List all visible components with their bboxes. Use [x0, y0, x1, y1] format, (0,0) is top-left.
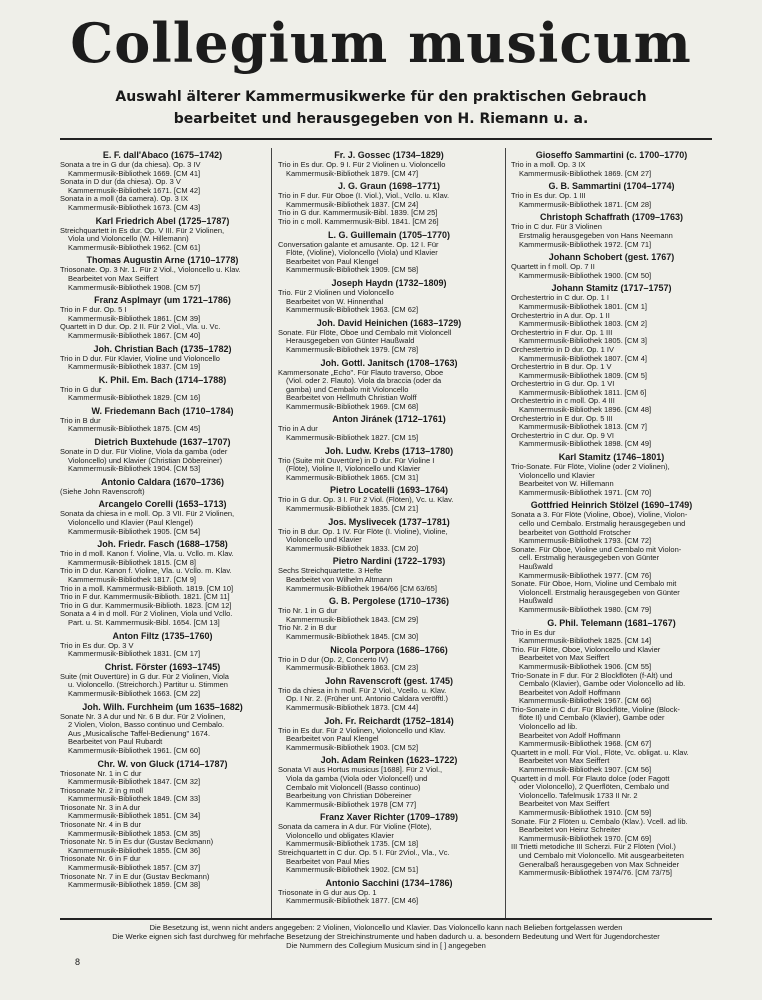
work-line: Kammermusik-Bibliothek 1909. [CM 58]	[286, 266, 419, 275]
composer-heading: Arcangelo Corelli (1653–1713)	[98, 499, 227, 510]
work-line: Kammermusik-Bibliothek 1979. [CM 78]	[286, 345, 419, 354]
composer-heading: W. Friedemann Bach (1710–1784)	[91, 405, 234, 416]
work-line: Sonate. Für Oboe, Horn, Violine und Cembalo mit	[511, 580, 677, 589]
composer-heading: Chr. W. von Gluck (1714–1787)	[97, 758, 228, 769]
work-line: Kammermusik-Bibliothek 1831. [CM 17]	[68, 650, 201, 659]
composer-heading: L. G. Guillemain (1705–1770)	[327, 229, 451, 240]
work-line: Viola da gamba (Viola oder Violoncell) und	[286, 774, 428, 783]
composer-heading: G. B. Pergolese (1710–1736)	[328, 596, 450, 607]
work-line: Trio in D dur (Op. 2, Concerto IV)	[278, 655, 389, 664]
work-line: Bearbeitet von Paul Klengel	[286, 257, 379, 266]
work-line: Orchestertrio in A dur. Op. 1 II	[511, 311, 610, 320]
work-line: Trio in F dur. Kammermusik-Biblioth. 1821. [CM 11]	[60, 593, 230, 602]
work-line: Trio-Sonate in F dur. Für 2 Blockflöten (f-Alt) und	[511, 671, 673, 680]
catalog-column-2	[278, 150, 500, 906]
work-line: Kammermusik-Bibliothek 1803. [CM 2]	[519, 320, 647, 329]
footer-note-1: Die Besetzung ist, wenn nicht anders angegeben: 2 Violinen, Violoncello und Klavier. Das Violoncello kann nach Belieben fortgelassen werden	[149, 923, 623, 932]
work-line: III Trietti metodiche III Scherzi. Für 2 Flöten (Viol.)	[511, 843, 676, 852]
work-line: Trio. Für Flöte, Oboe, Violoncello und Klavier	[511, 645, 661, 654]
work-line: Kammermusik-Bibliothek 1825. [CM 14]	[519, 637, 652, 646]
work-line: Triosonate Nr. 6 in F dur	[60, 855, 141, 864]
work-line: oder Violoncello), 2 Querflöten, Cembalo und	[519, 783, 669, 792]
work-line: (Siehe John Ravenscroft)	[60, 487, 145, 496]
work-line: Kammermusik-Bibliothek 1793. [CM 72]	[519, 537, 652, 546]
work-line: Haußwald	[519, 562, 553, 571]
work-line: Quartett in d moll. Für Flauto dolce (oder Fagott	[511, 774, 670, 783]
work-line: Quartett in e moll. Für Viol., Flöte, Vc. obligat. u. Klav.	[511, 748, 689, 757]
composer-heading: John Ravenscroft (gest. 1745)	[324, 675, 454, 686]
work-line: Violoncello ad lib.	[519, 723, 578, 732]
work-line: Kammermusik-Bibliothek 1827. [CM 15]	[286, 434, 419, 443]
composer-heading: Nicola Porpora (1686–1766)	[330, 644, 448, 655]
work-line: Haußwald	[519, 597, 553, 606]
work-line: Kammermusik-Bibliothek 1974/76. [CM 73/75]	[519, 869, 672, 878]
work-line: Kammermusik-Bibliothek 1855. [CM 36]	[68, 846, 201, 855]
work-line: Sonata in D dur (da chiesa). Op. 3 V	[60, 178, 181, 187]
composer-heading: Joh. Gottl. Janitsch (1708–1763)	[320, 357, 458, 368]
work-line: Kammermusik-Bibliothek 1977. [CM 76]	[519, 571, 652, 580]
composer-heading: E. F. dall'Abaco (1675–1742)	[102, 150, 223, 160]
footer-rule	[60, 918, 712, 920]
work-line: Kammermusik-Bibliothek 1903. [CM 52]	[286, 743, 419, 752]
work-line: Kammermusik-Bibliothek 1809. [CM 5]	[519, 371, 647, 380]
work-line: Cembalo (Klavier), Gambe oder Violoncello ad lib.	[519, 680, 686, 689]
composer-heading: Christ. Förster (1693–1745)	[104, 661, 221, 672]
work-line: Bearbeitet von Paul Mies	[286, 857, 370, 866]
work-line: Kammermusik-Bibliothek 1829. [CM 16]	[68, 394, 201, 403]
work-line: Kammermusik-Bibliothek 1817. [CM 9]	[68, 576, 196, 584]
composer-heading: Jos. Myslivecek (1737–1781)	[328, 516, 450, 527]
page-title: Collegium musicum	[70, 11, 692, 75]
work-line: Erstmalig herausgegeben von Hans Neemann	[519, 231, 673, 240]
work-line: Kammermusik-Bibliothek 1807. [CM 4]	[519, 354, 647, 363]
work-line: Kammermusik-Bibliothek 1835. [CM 21]	[286, 505, 419, 514]
work-line: Kammermusik-Bibliothek 1867. [CM 40]	[68, 331, 201, 340]
page-number: 8	[75, 957, 81, 967]
composer-heading: Franz Xaver Richter (1709–1789)	[319, 812, 459, 823]
work-line: Sonata a tre in G dur (da chiesa). Op. 3 IV	[60, 161, 201, 169]
work-line: Triosonate Nr. 4 in B dur	[60, 821, 142, 830]
composer-heading: K. Phil. Em. Bach (1714–1788)	[98, 374, 227, 385]
composer-heading: G. Phil. Telemann (1681–1767)	[547, 617, 676, 628]
work-line: Trio Nr. 2 in B dur	[278, 624, 337, 633]
work-line: Bearbeitet von Hellmuth Christian Wolff	[286, 394, 417, 403]
work-line: Kammermusik-Bibliothek 1853. [CM 35]	[68, 829, 201, 838]
work-line: Bearbeitet von Max Seiffert	[519, 654, 610, 663]
composer-heading: Pietro Locatelli (1693–1764)	[329, 485, 449, 496]
work-line: flöte II) und Cembalo (Klavier), Gambe oder	[519, 714, 665, 723]
work-line: Orchestertrio in C dur. Op. 9 VI	[511, 431, 614, 440]
work-line: Kammermusik-Bibliothek 1972. [CM 71]	[519, 240, 652, 249]
work-line: Kammermusik-Bibliothek 1968. [CM 67]	[519, 740, 652, 749]
work-line: Kammermusik-Bibliothek 1811. [CM 6]	[519, 388, 647, 397]
work-line: Herausgegeben von Günter Haußwald	[286, 337, 415, 346]
composer-heading: Johann Stamitz (1717–1757)	[551, 283, 672, 294]
work-line: Orchestertrio in B dur. Op. 1 V	[511, 363, 612, 372]
work-line: Orchestertrio in c moll. Op. 4 III	[511, 397, 615, 406]
work-line: Quartett in f moll. Op. 7 II	[511, 263, 595, 272]
work-line: Trio in Es dur. Op. 3 V	[60, 641, 134, 650]
work-line: Bearbeitet von W. Hillemann	[519, 480, 614, 489]
work-line: Violoncello und obligates Klavier	[286, 831, 394, 840]
work-line: Trio in F dur. Op. 5 I	[60, 306, 127, 315]
catalog-column-1	[60, 150, 265, 890]
work-line: Trio in G dur. Kammermusik-Biblioth. 1823. [CM 12]	[60, 601, 232, 610]
column-divider-2	[505, 148, 506, 918]
work-line: Sonate in D dur. Für Violine, Viola da gamba (oder	[60, 448, 228, 457]
work-line: Trio-Sonate in C dur. Für Blockflöte, Violine (Block-	[511, 705, 680, 714]
work-line: Kammermusik-Bibliothek 1859. [CM 38]	[68, 881, 201, 890]
work-line: bearbeitet von Gotthold Frotscher	[519, 528, 631, 537]
work-line: Kammermusik-Bibliothek 1813. [CM 7]	[519, 423, 647, 432]
catalog-column-3	[511, 150, 712, 878]
work-line: Streichquartett in Es dur. Op. V III. Für 2 Violinen,	[60, 226, 225, 235]
work-line: Kammermusik-Bibliothek 1961. [CM 60]	[68, 746, 201, 755]
work-line: Orchestertrio in E dur. Op. 5 III	[511, 414, 613, 423]
work-line: Trio in A dur	[278, 425, 318, 434]
work-line: Quartett in D dur. Op. 2 II. Für 2 Viol., Vla. u. Vc.	[60, 323, 221, 332]
work-line: Bearbeitet von Adolf Hoffmann	[519, 731, 621, 740]
work-line: u. Violoncello. (Streichorch.) Partitur u. Stimmen	[68, 681, 228, 690]
composer-heading: Fr. J. Gossec (1734–1829)	[334, 150, 444, 160]
work-line: Kammermusik-Bibliothek 1861. [CM 39]	[68, 314, 201, 323]
work-line: Kammermusik-Bibliothek 1969. [CM 68]	[286, 402, 419, 411]
work-line: Trio in F dur. Für Oboe (I. Viol.), Viol., Vcllo. u. Klav.	[278, 192, 450, 201]
work-line: Sonate. Für Flöte, Oboe und Cembalo mit Violoncell	[278, 328, 452, 337]
composer-heading: Dietrich Buxtehude (1637–1707)	[94, 437, 231, 448]
work-line: cello und Cembalo. Erstmalig herausgegeben und	[519, 520, 686, 528]
work-line: Trio in B dur	[60, 416, 101, 425]
work-line: Sonate. Für 2 Flöten u. Cembalo (Klav.). Vcell. ad lib.	[511, 817, 688, 826]
work-line: Trio in G dur. Op. 3 I. Für 2 Viol. (Flöten), Vc. u. Klav.	[278, 496, 454, 505]
work-line: Kammermusik-Bibliothek 1964/66 [CM 63/65]	[286, 584, 437, 593]
work-line: Kammermusik-Bibliothek 1863. [CM 23]	[286, 664, 419, 673]
work-line: Trio in Es dur. Op. 1 III	[511, 192, 586, 201]
work-line: Trio in D dur. Kanon f. Violine, Vla. u. Vcllo. m. Klav.	[60, 567, 232, 576]
composer-heading: G. B. Sammartini (1704–1774)	[548, 181, 675, 192]
work-line: Trio in Es dur	[511, 628, 556, 637]
work-line: Sonata da camera in A dur. Für Violine (Flöte),	[278, 823, 432, 832]
column-divider-1	[271, 148, 272, 918]
work-line: Trio in a moll. Op. 3 IX	[511, 161, 586, 169]
work-line: Kammersonate „Echo". Für Flauto traverso, Oboe	[278, 368, 444, 377]
work-line: cell. Erstmalig herausgegeben von Günter	[519, 554, 660, 563]
work-line: Kammermusik-Bibliothek 1904. [CM 53]	[68, 465, 201, 474]
composer-heading: Johann Schobert (gest. 1767)	[548, 252, 675, 263]
composer-heading: Joh. Wilh. Furchheim (um 1635–1682)	[82, 701, 243, 712]
work-line: Trio (Suite mit Ouvertüre) in D dur. Für Violine I	[278, 456, 435, 465]
work-line: Kammermusik-Bibliothek 1673. [CM 43]	[68, 203, 201, 212]
subtitle-line-1: Auswahl älterer Kammermusikwerke für den praktischen Gebrauch	[115, 89, 647, 105]
work-line: Kammermusik-Bibliothek 1910. [CM 59]	[519, 809, 652, 817]
work-line: Bearbeitet von Wilhelm Altmann	[286, 576, 393, 584]
work-line: Trio in G dur	[60, 385, 102, 394]
work-line: Trio in Es dur. Op. 9 I. Für 2 Violinen u. Violoncello	[278, 161, 446, 169]
work-line: Kammermusik-Bibliothek 1879. [CM 47]	[286, 169, 419, 178]
work-line: Sonata VI aus Hortus musicus [1688]. Für 2 Viol.,	[278, 766, 443, 775]
work-line: Kammermusik-Bibliothek 1663. [CM 22]	[68, 689, 201, 698]
footer-note-3: Die Nummern des Collegium Musicum sind in [ ] angegeben	[286, 941, 486, 950]
work-line: Violoncello) und Klavier (Christian Döbereiner)	[68, 456, 223, 465]
work-line: Violoncello und Klavier	[286, 536, 362, 545]
work-line: Kammermusik-Bibliothek 1980. [CM 79]	[519, 605, 652, 614]
work-line: Trio in Es dur. Für 2 Violinen, Violoncello und Klav.	[278, 726, 446, 735]
work-line: Triosonate Nr. 2 in g moll	[60, 786, 144, 795]
work-line: Kammermusik-Bibliothek 1669. [CM 41]	[68, 169, 201, 178]
work-line: Trio da chiesa in h moll. Für 2 Viol., Vcello. u. Klav.	[278, 686, 447, 695]
work-line: Orchestertrio in F dur. Op. 1 III	[511, 328, 613, 337]
work-line: Sonata a 4 in d moll. Für 2 Violinen, Viola und Vcllo.	[60, 610, 233, 619]
composer-heading: Joh. Adam Reinken (1623–1722)	[320, 755, 458, 766]
work-line: Triosonate Nr. 3 in A dur	[60, 803, 141, 812]
work-line: Kammermusik-Bibliothek 1843. [CM 29]	[286, 615, 419, 624]
work-line: Bearbeitet von Paul Klengel	[286, 735, 379, 744]
composer-heading: Joh. Fr. Reichardt (1752–1814)	[324, 715, 454, 726]
work-line: Kammermusik-Bibliothek 1815. [CM 8]	[68, 558, 196, 567]
work-line: Kammermusik-Bibliothek 1898. [CM 49]	[519, 440, 652, 449]
work-line: Aus „Musicalische Taffel-Bedienung" 1674.	[68, 729, 211, 738]
work-line: Kammermusik-Bibliothek 1875. [CM 45]	[68, 425, 201, 434]
work-line: Bearbeitet von W. Hinnenthal	[286, 297, 384, 306]
composer-heading: Thomas Augustin Arne (1710–1778)	[86, 255, 239, 266]
work-line: Kammermusik-Bibliothek 1871. [CM 28]	[519, 200, 652, 209]
work-line: Violoncell. Erstmalig herausgegeben von Günter	[519, 588, 680, 597]
composer-heading: Joseph Haydn (1732–1809)	[331, 277, 447, 288]
work-line: Bearbeitet von Max Seiffert	[519, 800, 610, 809]
work-line: gamba) und Cembalo mit Violoncello	[286, 385, 409, 394]
work-line: Trio in B dur. Op. 1 IV. Für Flöte (I. Violine), Violine,	[278, 527, 448, 536]
work-line: Kammermusik-Bibliothek 1857. [CM 37]	[68, 864, 201, 873]
work-line: Cembalo mit Violoncell (Basso continuo)	[286, 783, 421, 792]
work-line: Kammermusik-Bibliothek 1962. [CM 61]	[68, 243, 201, 252]
work-line: Orchestertrio in C dur. Op. 1 I	[511, 294, 609, 303]
composer-heading: Joh. Ludw. Krebs (1713–1780)	[324, 445, 454, 456]
work-line: Triosonate Nr. 7 in E dur (Gustav Beckmann)	[60, 872, 210, 881]
work-line: Kammermusik-Bibliothek 1971. [CM 70]	[519, 488, 652, 497]
work-line: und Cembalo mit Violoncello. Mit ausgearbeiteten	[519, 851, 684, 860]
composer-heading: Antonio Caldara (1670–1736)	[100, 476, 225, 487]
work-line: (Flöte), Violine II, Violoncello und Klavier	[286, 465, 421, 474]
work-line: Bearbeitet von Paul Rubardt	[68, 738, 163, 747]
composer-heading: Anton Jiránek (1712–1761)	[332, 414, 446, 425]
work-line: Kammermusik-Bibliothek 1671. [CM 42]	[68, 186, 201, 195]
composer-heading: Joh. Christian Bach (1735–1782)	[93, 343, 232, 354]
work-line: Kammermusik-Bibliothek 1978 [CM 77]	[286, 800, 417, 809]
work-line: Trio in C dur. Für 3 Violinen	[511, 223, 602, 232]
work-line: Kammermusik-Bibliothek 1902. [CM 51]	[286, 866, 419, 875]
composer-heading: Anton Filtz (1735–1760)	[112, 630, 213, 641]
work-line: Sonate. Für Oboe, Violine und Cembalo mit Violon-	[511, 545, 682, 554]
work-line: Trio in c moll. Kammermusik-Bibl. 1841. [CM 26]	[278, 217, 439, 226]
composer-heading: Franz Asplmayr (um 1721–1786)	[94, 295, 231, 306]
work-line: Kammermusik-Bibliothek 1967. [CM 66]	[519, 697, 652, 706]
work-line: (Viol. oder 2. Flauto). Viola da braccia (oder da	[286, 377, 442, 386]
composer-heading: J. G. Graun (1698–1771)	[337, 181, 441, 192]
work-line: Kammermusik-Bibliothek 1963. [CM 62]	[286, 306, 419, 315]
work-line: Trio in a moll. Kammermusik-Biblioth. 1819. [CM 10]	[60, 584, 234, 593]
work-line: Sonate Nr. 3 A dur und Nr. 6 B dur. Für 2 Violinen,	[60, 712, 226, 721]
work-line: Sonata a 3. Für Flöte (Violine, Oboe), Violine, Violon-	[511, 511, 688, 520]
header-rule	[60, 138, 712, 140]
work-line: Bearbeitet von Max Seiffert	[68, 274, 159, 283]
work-line: Viola und Violoncello (W. Hillemann)	[68, 235, 189, 244]
work-line: Violoncello und Klavier (Paul Klengel)	[68, 519, 193, 528]
work-line: Bearbeitet von Max Seiffert	[519, 757, 610, 766]
work-line: Kammermusik-Bibliothek 1851. [CM 34]	[68, 812, 201, 821]
work-line: Kammermusik-Bibliothek 1735. [CM 18]	[286, 840, 419, 849]
work-line: Kammermusik-Bibliothek 1865. [CM 31]	[286, 473, 419, 482]
work-line: Kammermusik-Bibliothek 1970. [CM 69]	[519, 834, 652, 843]
work-line: Sechs Streichquartette. 3 Hefte	[278, 567, 383, 576]
composer-heading: Pietro Nardini (1722–1793)	[332, 556, 446, 567]
work-line: Kammermusik-Bibliothek 1869. [CM 27]	[519, 169, 652, 178]
composer-heading: Gioseffo Sammartini (c. 1700–1770)	[535, 150, 688, 160]
work-line: Trio Nr. 1 in G dur	[278, 607, 338, 616]
work-line: Generalbaß herausgegeben von Max Schneider	[519, 860, 680, 869]
composer-heading: Antonio Sacchini (1734–1786)	[325, 877, 453, 888]
work-line: Trio. Für 2 Violinen und Violoncello	[278, 288, 394, 297]
work-line: Kammermusik-Bibliothek 1907. [CM 56]	[519, 766, 652, 775]
work-line: Kammermusik-Bibliothek 1877. [CM 46]	[286, 897, 419, 906]
work-line: Trio in G dur. Kammermusik-Bibl. 1839. [CM 25]	[278, 209, 438, 218]
work-line: Kammermusik-Bibliothek 1896. [CM 48]	[519, 406, 652, 415]
composer-heading: Christoph Schaffrath (1709–1763)	[539, 212, 684, 223]
work-line: Op. I Nr. 2. (Früher unt. Antonio Caldara veröfftl.)	[286, 695, 449, 704]
work-line: Orchestertrio in G dur. Op. 1 VI	[511, 380, 615, 389]
work-line: Kammermusik-Bibliothek 1801. [CM 1]	[519, 302, 647, 311]
work-line: Kammermusik-Bibliothek 1847. [CM 32]	[68, 778, 201, 787]
work-line: Trio-Sonate. Für Flöte, Violine (oder 2 Violinen),	[511, 463, 670, 472]
work-line: Bearbeitet von Adolf Hoffmann	[519, 688, 621, 697]
work-line: 2 Violen, Violon, Basso continuo und Cembalo.	[68, 721, 225, 730]
work-line: Sonata in a moll (da camera). Op. 3 IX	[60, 195, 188, 204]
work-line: Triosonate in G dur aus Op. 1	[278, 888, 377, 897]
work-line: Trio in d moll. Kanon f. Violine, Vla. u. Vcllo. m. Klav.	[60, 550, 234, 559]
work-line: Bearbeitung von Christian Döbereiner	[286, 792, 412, 801]
work-line: Triosonate Nr. 5 in Es dur (Gustav Beckmann)	[60, 838, 214, 847]
work-line: Suite (mit Ouvertüre) in G dur. Für 2 Violinen, Viola	[60, 672, 229, 681]
work-line: Triosonate Nr. 1 in C dur	[60, 769, 142, 778]
composer-heading: Joh. Friedr. Fasch (1688–1758)	[97, 539, 228, 550]
work-line: Kammermusik-Bibliothek 1905. [CM 54]	[68, 527, 201, 536]
work-line: Trio in D dur. Für Klavier, Violine und Violoncello	[60, 354, 220, 363]
work-line: Kammermusik-Bibliothek 1837. [CM 19]	[68, 363, 201, 372]
footer-note-2: Die Werke eignen sich fast durchweg für mehrfache Besetzung der Streichinstrumente und haben dadurch u. a. besondern Bedeutung und Wert für Jugendorchester	[112, 932, 660, 941]
work-line: Conversation galante et amusante. Op. 12 I. Für	[278, 240, 439, 249]
composer-heading: Gottfried Heinrich Stölzel (1690–1749)	[530, 500, 693, 511]
work-line: Triosonate. Op. 3 Nr. 1. Für 2 Viol., Violoncello u. Klav.	[60, 266, 241, 275]
work-line: Orchestertrio in D dur. Op. 1 IV	[511, 345, 614, 354]
work-line: Kammermusik-Bibliothek 1906. [CM 55]	[519, 662, 652, 671]
work-line: Kammermusik-Bibliothek 1837. [CM 24]	[286, 200, 419, 209]
work-line: Kammermusik-Bibliothek 1873. [CM 44]	[286, 703, 419, 712]
work-line: Kammermusik-Bibliothek 1849. [CM 33]	[68, 795, 201, 804]
work-line: Kammermusik-Bibliothek 1805. [CM 3]	[519, 337, 647, 346]
subtitle-line-2: bearbeitet und herausgegeben von H. Riemann u. a.	[173, 111, 589, 127]
work-line: Kammermusik-Bibliothek 1908. [CM 57]	[68, 283, 201, 292]
work-line: Violoncello. Tafelmusik 1733 II Nr. 2	[519, 791, 638, 800]
work-line: Streichquartett in C dur. Op. 5 I. Für 2Viol., Vla., Vc.	[278, 849, 450, 858]
work-line: Violoncello und Klavier	[519, 471, 595, 480]
composer-heading: Karl Friedrich Abel (1725–1787)	[95, 215, 230, 226]
work-line: Kammermusik-Bibliothek 1833. [CM 20]	[286, 544, 419, 553]
work-line: Part. u. St. Kammermusik-Bibl. 1654. [CM 13]	[68, 618, 220, 627]
work-line: Flöte, (Violine), Violoncello (Viola) und Klavier	[286, 249, 438, 258]
work-line: Kammermusik-Bibliothek 1845. [CM 30]	[286, 632, 419, 641]
work-line: Sonata da chiesa in e moll. Op. 3 VII. Für 2 Violinen,	[60, 510, 235, 519]
work-line: Kammermusik-Bibliothek 1900. [CM 50]	[519, 271, 652, 280]
composer-heading: Joh. David Heinichen (1683–1729)	[316, 317, 462, 328]
composer-heading: Karl Stamitz (1746–1801)	[558, 452, 665, 463]
work-line: Bearbeitet von Heinz Schreiter	[519, 826, 621, 835]
